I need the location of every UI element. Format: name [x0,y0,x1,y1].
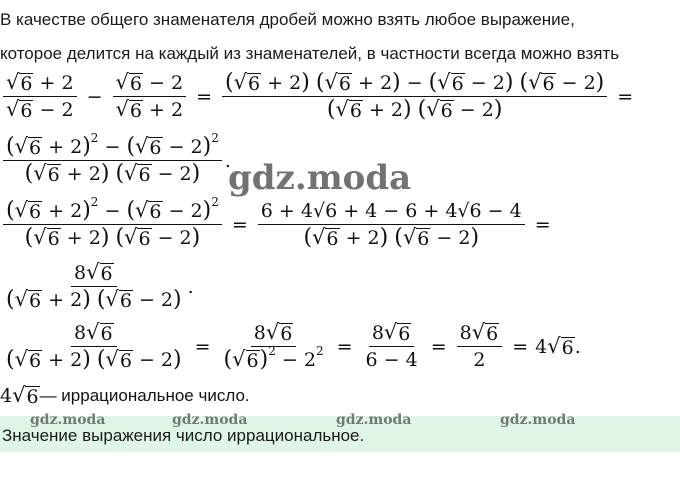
watermark-small-4: gdz.moda [500,412,576,428]
watermark-large: gdz.moda [228,158,412,198]
watermark-small-1: gdz.moda [30,412,106,428]
fraction-7: 8 √ 6 ( √ 6 + 2) ( √ 6 − 2) [6,260,182,312]
fraction-4: ( √ 6 + 2)$^2$ − ( √ 6 − 2)$^2$ ( √ 6 + 2) ( √ 6 − 2) [3,134,222,187]
intro-text-line-2: которое делится на каждый из знаменателей, в частности всегда можно взять [0,44,620,63]
equation-row-2: ( √ 6 + 2)$^2$ − ( √ 6 − 2)$^2$ ( √ 6 + 2) ( √ 6 − 2) . [0,134,231,187]
watermark-small-2: gdz.moda [172,412,248,428]
fraction-5: ( √ 6 + 2)$^2$ − ( √ 6 − 2)$^2$ ( √ 6 + 2) ( √ 6 − 2) [3,198,222,251]
intro-text-line-1: В качестве общего знаменателя дробей можно взять любое выражение, [0,10,575,29]
watermark-small-3: gdz.moda [336,412,412,428]
equation-row-3: ( √ 6 + 2)$^2$ − ( √ 6 − 2)$^2$ ( √ 6 + 2) ( √ 6 − 2) = 6 + 4√6 + 4 − 6 + 4√6 − 4 ( √ 6 + 2) ( √ 6 − 2) = [0,198,558,251]
fraction-10: 8 √ 6 6 − 4 [365,320,418,371]
fraction-9: 8 √ 6 ( √ 6 )$^2 - 2^2$ [223,320,324,372]
equation-row-4: 8 √ 6 ( √ 6 + 2) ( √ 6 − 2) . [0,260,194,313]
fraction-6: 6 + 4√6 + 4 − 6 + 4√6 − 4 ( √ 6 + 2) ( √ 6 − 2) [258,198,525,251]
fraction-8: 8 √ 6 ( √ 6 + 2) ( √ 6 − 2) [6,320,182,372]
fraction-11: 8 √ 6 2 [457,320,503,373]
equation-row-5: 8 √ 6 ( √ 6 + 2) ( √ 6 − 2) = 8 √ 6 ( √ 6 )$^2 - 2^2$ = 8 √ 6 6 − 4 = 8 √ 6 2 = 4 √ 6 . [0,320,581,373]
fraction-2: √ 6 − 2 √ 6 + 2 [113,70,187,123]
fraction-3: ( √ 6 + 2) ( √ 6 + 2) − ( √ 6 − 2) ( √ 6 − 2) ( √ 6 + 2) ( √ 6 − 2) [222,70,607,123]
answer-text: Значение выражения число иррациональное. [2,426,365,445]
conclusion-line: 4 √ 6 — иррациональное число. [0,383,250,408]
fraction-1: √ 6 + 2 √ 6 − 2 [3,70,77,123]
equation-row-1: √ 6 + 2 √ 6 − 2 − √ 6 − 2 √ 6 + 2 = ( √ 6 + 2) ( √ 6 + 2) − ( √ 6 − 2) ( √ 6 − 2) ( √ 6 + 2) ( √ 6 − 2) = [0,70,640,123]
